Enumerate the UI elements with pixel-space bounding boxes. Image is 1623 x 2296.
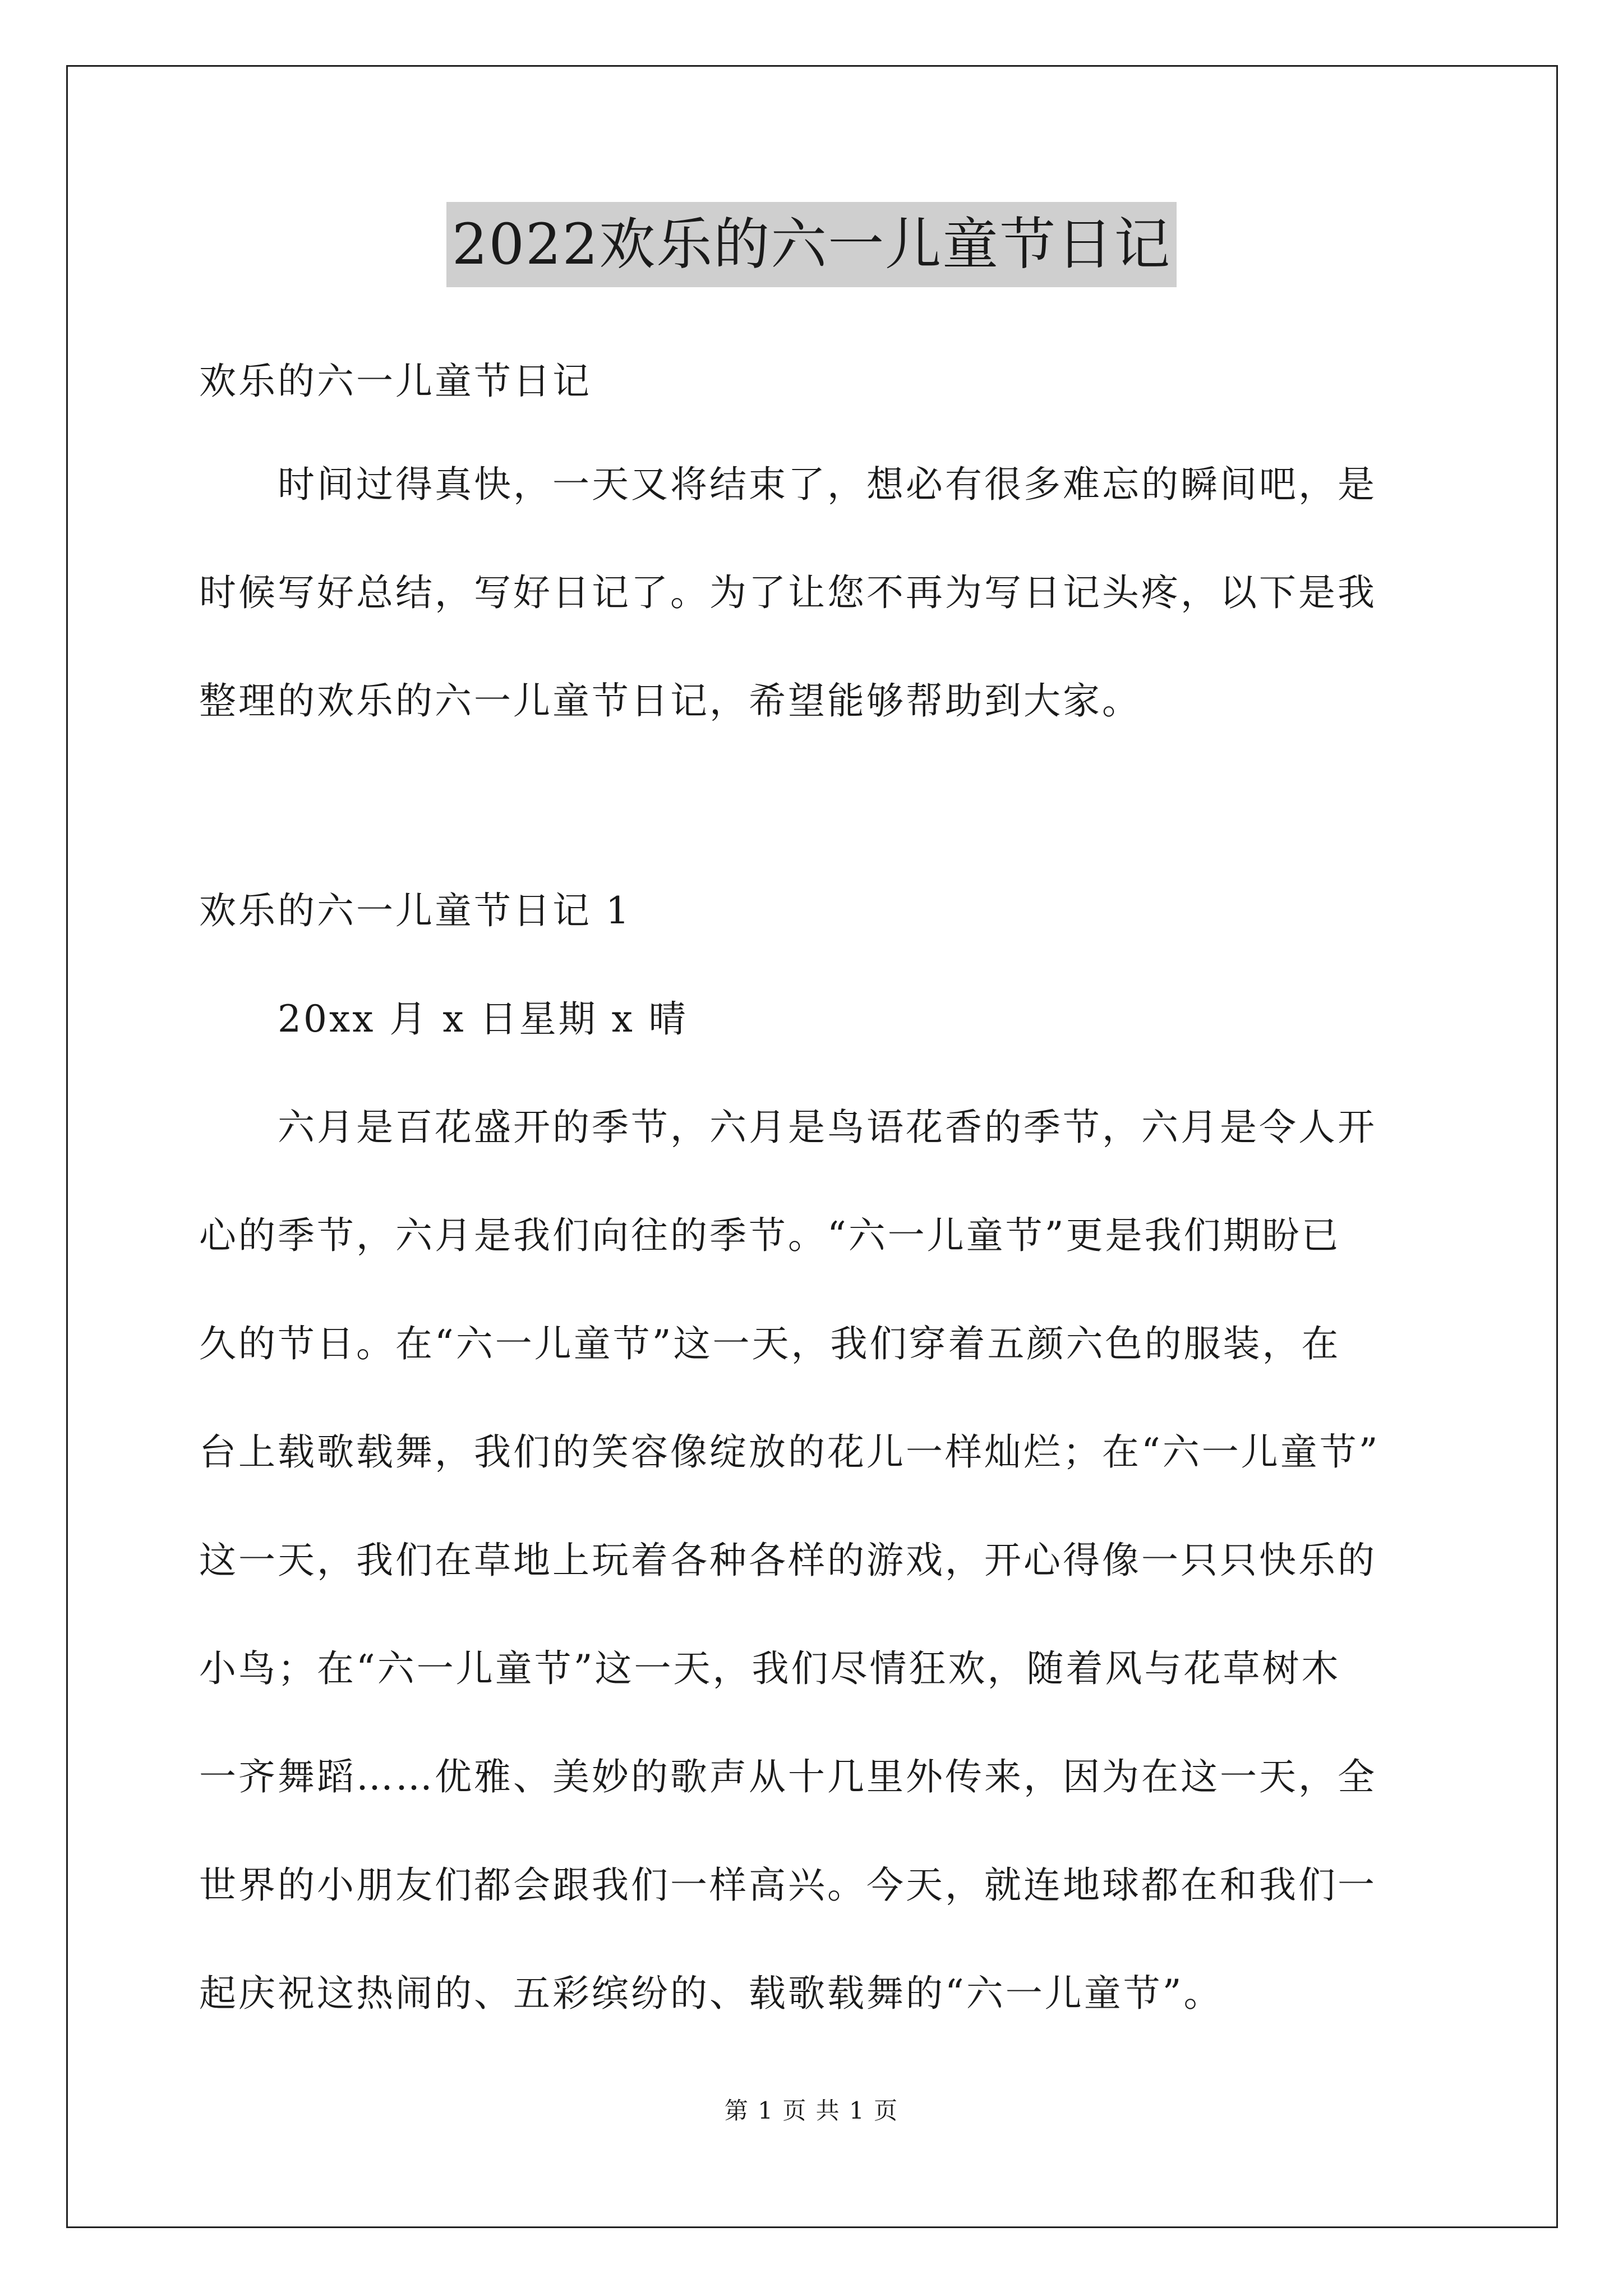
document-title: 2022欢乐的六一儿童节日记	[446, 202, 1177, 287]
body-line: 久的节日。在“六一儿童节”这一天，我们穿着五颜六色的服装，在	[199, 1322, 1341, 1365]
section-heading: 欢乐的六一儿童节日记 1	[199, 889, 631, 932]
document-title-container	[0, 202, 1623, 287]
body-line: 一齐舞蹈……优雅、美妙的歌声从十几里外传来，因为在这一天，全	[199, 1755, 1377, 1798]
body-line: 台上载歌载舞，我们的笑容像绽放的花儿一样灿烂；在“六一儿童节”	[199, 1430, 1380, 1474]
body-line: 这一天，我们在草地上玩着各种各样的游戏，开心得像一只只快乐的	[199, 1539, 1377, 1582]
body-line: 小鸟；在“六一儿童节”这一天，我们尽情狂欢，随着风与花草树木	[199, 1647, 1341, 1690]
intro-heading: 欢乐的六一儿童节日记	[199, 360, 592, 403]
page-footer: 第 1 页 共 1 页	[724, 2097, 899, 2124]
intro-line: 时间过得真快，一天又将结束了，想必有很多难忘的瞬间吧，是	[278, 463, 1377, 506]
body-line: 心的季节，六月是我们向往的季节。“六一儿童节”更是我们期盼已	[199, 1214, 1341, 1257]
body-line: 世界的小朋友们都会跟我们一样高兴。今天，就连地球都在和我们一	[199, 1864, 1377, 1907]
date-line: 20xx 月 x 日星期 x 晴	[278, 997, 688, 1041]
body-line: 六月是百花盛开的季节，六月是鸟语花香的季节，六月是令人开	[278, 1106, 1377, 1149]
intro-line: 整理的欢乐的六一儿童节日记，希望能够帮助到大家。	[199, 679, 1141, 723]
intro-line: 时候写好总结，写好日记了。为了让您不再为写日记头疼，以下是我	[199, 571, 1377, 614]
body-line: 起庆祝这热闹的、五彩缤纷的、载歌载舞的“六一儿童节”。	[199, 1972, 1223, 2015]
